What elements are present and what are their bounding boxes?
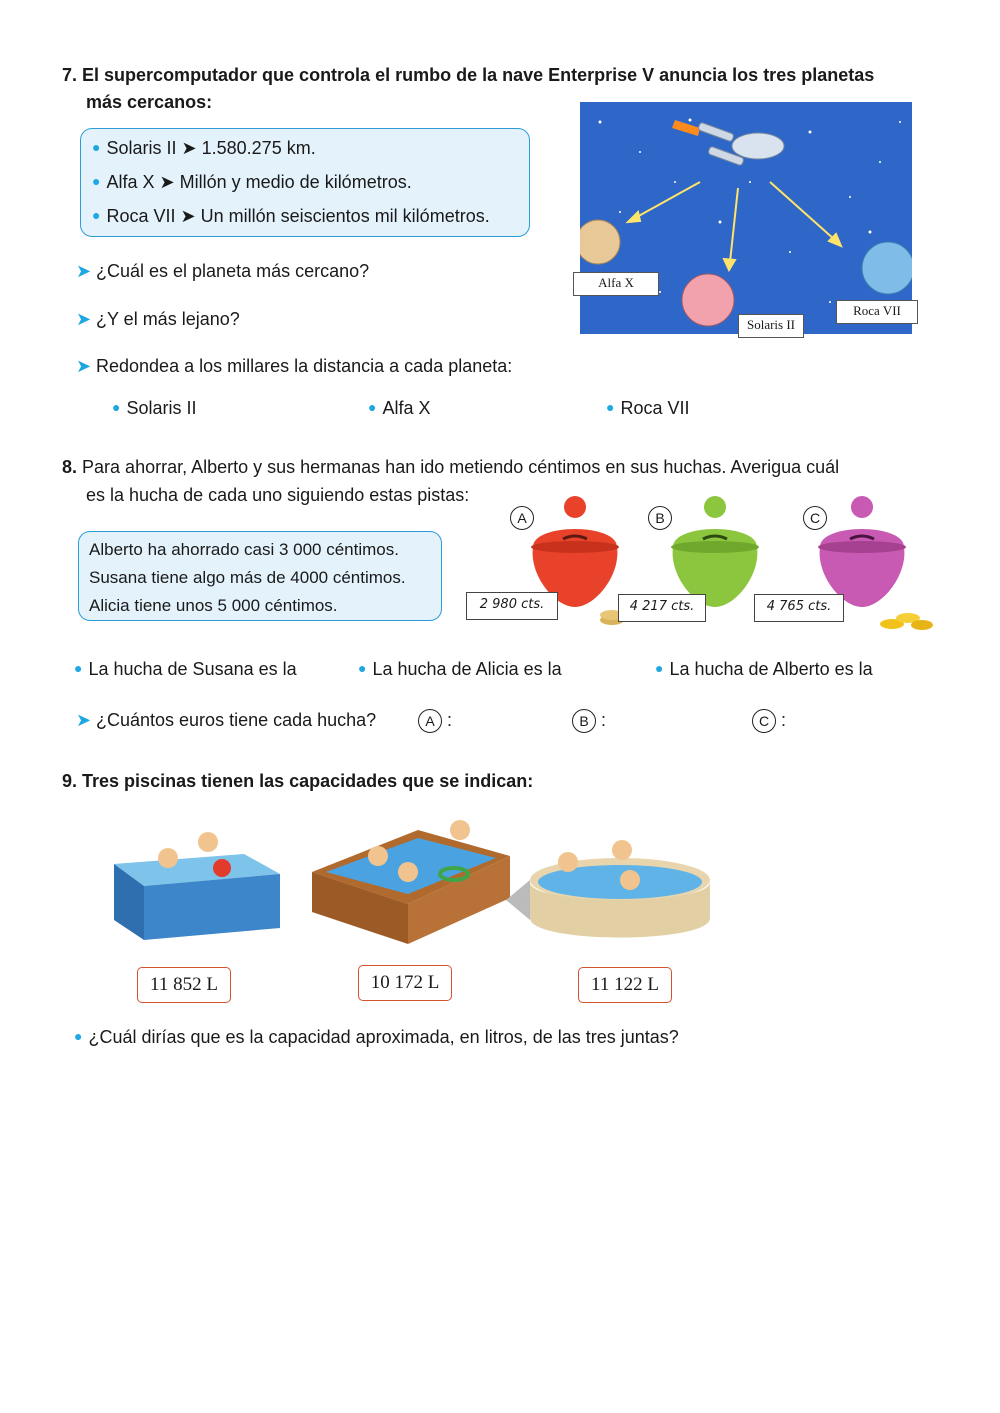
ex8-clue: Alicia tiene unos 5 000 céntimos.	[89, 596, 338, 615]
ex8-clue: Susana tiene algo más de 4000 céntimos.	[89, 568, 406, 587]
ex7-title-line2: más cercanos:	[86, 92, 213, 112]
bank-amount-b: 4 217 cts.	[618, 594, 706, 622]
label-alfa: Alfa X	[573, 272, 659, 296]
bank-letter-b: B	[648, 506, 672, 530]
arrow-icon: ➤	[76, 309, 92, 329]
pool-icon	[104, 824, 286, 942]
ex7-title	[62, 64, 874, 86]
ex8-number: 8.	[62, 457, 78, 477]
bank-letter-c: C	[803, 506, 827, 530]
ex7-question-farthest: ➤ ¿Y el más lejano?	[76, 309, 240, 329]
ex7-box-item: ● Alfa X ➤ Millón y medio de kilómetros.	[92, 172, 412, 192]
pool-capacity-3: 11 122 L	[578, 967, 672, 1003]
ex7-number: 7.	[62, 65, 78, 85]
ex8-title-line1: Para ahorrar, Alberto y sus hermanas han ido metiendo céntimos en sus huchas. Averigua cuál	[82, 457, 840, 477]
coins-icon	[878, 610, 934, 632]
ex8-answer-alicia: ● La hucha de Alicia es la	[358, 659, 562, 679]
ex9-question: ● ¿Cuál dirías que es la capacidad aproximada, en litros, de las tres juntas?	[74, 1027, 679, 1047]
bank-amount-a: 2 980 cts.	[466, 592, 558, 620]
ex8-clue: Alberto ha ahorrado casi 3 000 céntimos.	[89, 540, 399, 559]
spaceship-icon	[672, 120, 784, 166]
planet-roca-icon	[862, 242, 912, 294]
label-solaris: Solaris II	[738, 314, 804, 338]
ex9-title: 9. Tres piscinas tienen las capacidades que se indican:	[62, 771, 534, 791]
ex8-answer-susana: ● La hucha de Susana es la	[74, 659, 297, 679]
planet-alfa-icon	[580, 220, 620, 264]
ex7-question-round: ➤ Redondea a los millares la distancia a cada planeta:	[76, 356, 513, 376]
pool-icon	[308, 816, 512, 946]
ex7-round-item: ● Alfa X	[368, 398, 431, 418]
ex7-box-item: ● Roca VII ➤ Un millón seiscientos mil kilómetros.	[92, 206, 490, 226]
pool-icon	[502, 820, 712, 944]
ex7-title-line1: El supercomputador que controla el rumbo de la nave Enterprise V anuncia los tres planetas	[82, 65, 875, 85]
bank-letter-a: A	[510, 506, 534, 530]
pool-capacity-1: 11 852 L	[137, 967, 231, 1003]
arrow-icon: ➤	[76, 261, 92, 281]
ex8-euros-a: A :	[418, 709, 452, 733]
ex8-euros-question: ➤ ¿Cuántos euros tiene cada hucha?	[76, 710, 377, 730]
ex7-box-item: ● Solaris II ➤ 1.580.275 km.	[92, 138, 316, 158]
pool-2-illustration	[308, 816, 512, 946]
arrow-icon: ➤	[76, 710, 92, 730]
ex7-question-nearest: ➤ ¿Cuál es el planeta más cercano?	[76, 261, 370, 281]
ex8-euros-b: B :	[572, 709, 606, 733]
ex8-title-line2: es la hucha de cada uno siguiendo estas pistas:	[86, 485, 470, 505]
bank-amount-c: 4 765 cts.	[754, 594, 844, 622]
ex9-number: 9.	[62, 771, 78, 791]
pool-1-illustration	[104, 824, 286, 942]
ex8-title	[62, 456, 839, 478]
label-roca: Roca VII	[836, 300, 918, 324]
arrow-icon: ➤	[76, 356, 92, 376]
ex8-answer-alberto: ● La hucha de Alberto es la	[655, 659, 873, 679]
pool-3-illustration	[502, 820, 712, 944]
ex8-euros-c: C :	[752, 709, 786, 733]
pool-capacity-2: 10 172 L	[358, 965, 452, 1001]
ex7-round-item: ● Solaris II	[112, 398, 197, 418]
ex7-round-item: ● Roca VII	[606, 398, 690, 418]
planet-solaris-icon	[682, 274, 734, 326]
